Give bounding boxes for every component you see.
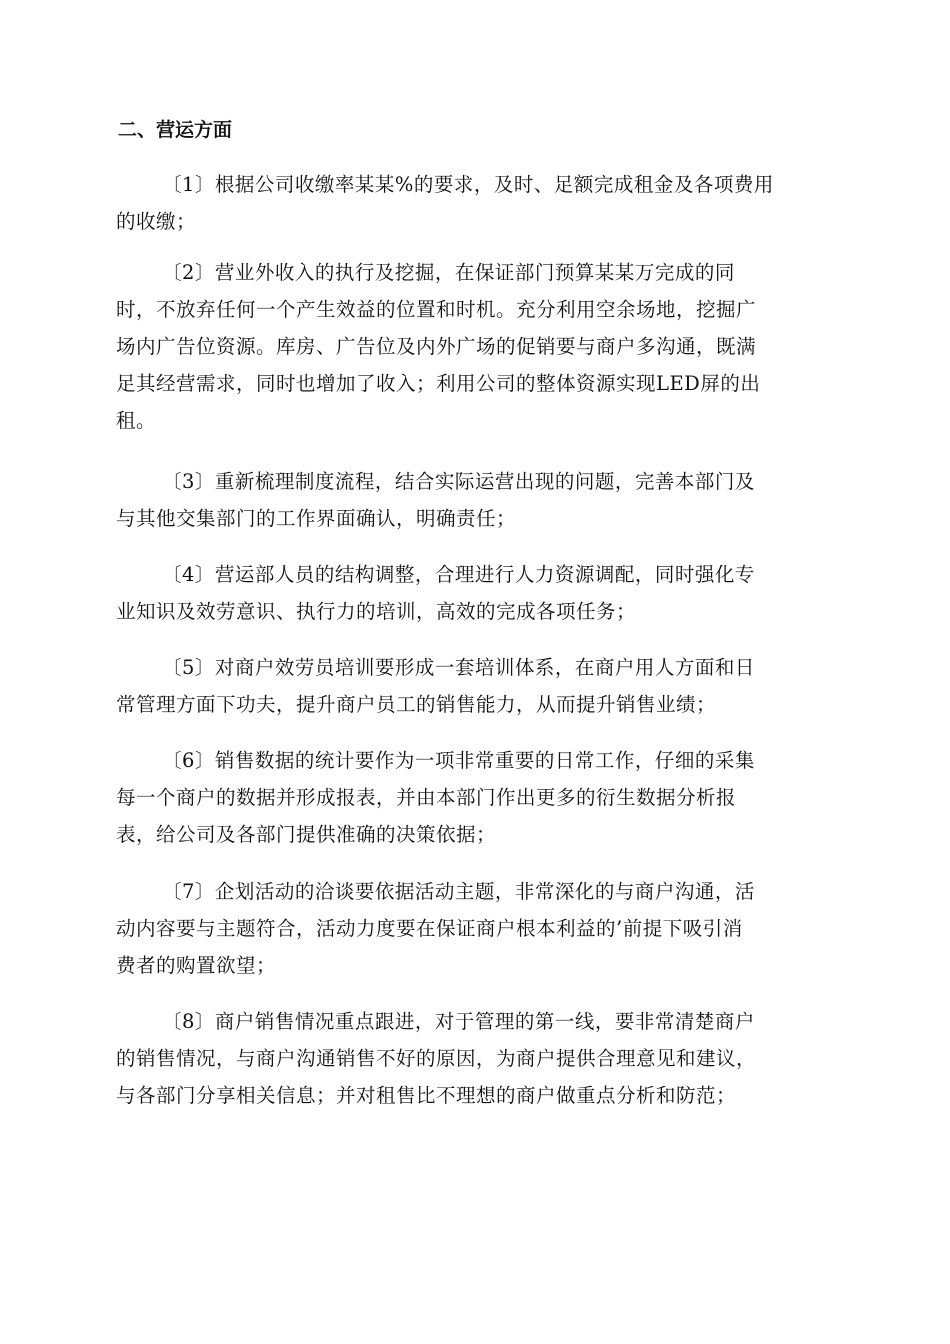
paragraph-6 bbox=[116, 742, 838, 853]
paragraph-line: 足其经营需求，同时也增加了收入；利用公司的整体资源实现LED屏的出 bbox=[116, 372, 761, 395]
paragraph-line: 时，不放弃任何一个产生效益的位置和时机。充分利用空余场地，挖掘广 bbox=[116, 298, 757, 321]
paragraph-line: 常管理方面下功夫，提升商户员工的销售能力，从而提升销售业绩； bbox=[116, 693, 717, 716]
paragraph-4 bbox=[116, 556, 838, 630]
paragraph-line: 场内广告位资源。库房、广告位及内外广场的促销要与商户多沟通，既满 bbox=[116, 335, 757, 358]
paragraph-line: 租。 bbox=[116, 409, 157, 432]
paragraph-line: 〔8〕商户销售情况重点跟进，对于管理的第一线，要非常清楚商户 bbox=[162, 1010, 755, 1033]
paragraph-line: 表，给公司及各部门提供准确的决策依据； bbox=[116, 823, 497, 846]
paragraph-8 bbox=[116, 1003, 838, 1114]
paragraph-line: 〔1〕根据公司收缴率某某%的要求，及时、足额完成租金及各项费用 bbox=[162, 173, 774, 196]
paragraph-7 bbox=[116, 873, 838, 984]
paragraph-line: 的收缴； bbox=[116, 210, 197, 233]
paragraph-line: 〔3〕重新梳理制度流程，结合实际运营出现的问题，完善本部门及 bbox=[162, 470, 755, 493]
paragraph-line: 〔2〕营业外收入的执行及挖掘，在保证部门预算某某万完成的同 bbox=[162, 261, 735, 284]
paragraph-line: 业知识及效劳意识、执行力的培训，高效的完成各项任务； bbox=[116, 600, 637, 623]
paragraph-2 bbox=[116, 254, 838, 439]
paragraph-line: 〔4〕营运部人员的结构调整，合理进行人力资源调配，同时强化专 bbox=[162, 563, 755, 586]
paragraph-line: 的销售情况，与商户沟通销售不好的原因，为商户提供合理意见和建议， bbox=[116, 1047, 757, 1070]
paragraph-line: 〔5〕对商户效劳员培训要形成一套培训体系，在商户用人方面和日 bbox=[162, 656, 755, 679]
paragraph-line: 与其他交集部门的工作界面确认，明确责任； bbox=[116, 507, 517, 530]
paragraph-line: 〔6〕销售数据的统计要作为一项非常重要的日常工作，仔细的采集 bbox=[162, 749, 755, 772]
paragraph-1 bbox=[116, 166, 838, 240]
paragraph-line: 动内容要与主题符合，活动力度要在保证商户根本利益的’前提下吸引消 bbox=[116, 917, 743, 940]
paragraph-5 bbox=[116, 649, 838, 723]
paragraph-line: 〔7〕企划活动的洽谈要依据活动主题，非常深化的与商户沟通，活 bbox=[162, 880, 755, 903]
paragraph-line: 与各部门分享相关信息；并对租售比不理想的商户做重点分析和防范； bbox=[116, 1084, 737, 1107]
paragraph-line: 每一个商户的数据并形成报表，并由本部门作出更多的衍生数据分析报 bbox=[116, 786, 737, 809]
paragraph-3 bbox=[116, 463, 838, 537]
paragraph-line: 费者的购置欲望； bbox=[116, 954, 277, 977]
section-heading: 二、营运方面 bbox=[118, 119, 233, 141]
